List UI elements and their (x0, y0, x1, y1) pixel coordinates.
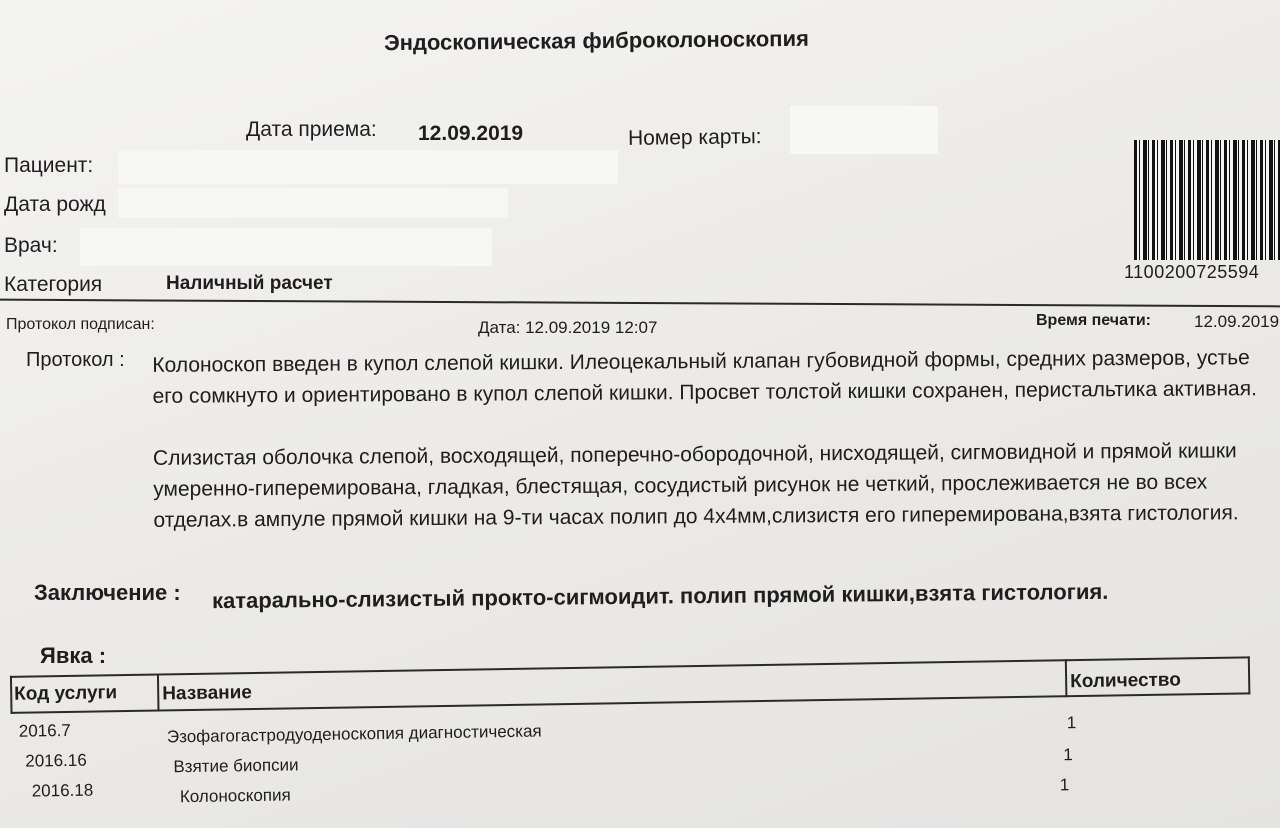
conclusion-label: Заключение : (34, 580, 181, 605)
birthdate-label: Дата рожд (4, 193, 106, 216)
table-border-col1 (157, 674, 160, 712)
document-title: Эндоскопическая фиброколоноскопия (383, 25, 809, 56)
protocol-signed-label: Протокол подписан: (6, 316, 155, 333)
row-code: 2016.18 (31, 780, 94, 801)
row-name: Взятие биопсии (173, 755, 299, 777)
protocol-paragraph-1: Колоноскоп введен в купол слепой кишки. Илеоцекальный клапан губовидной формы, средних размеров, устье его сомкнуто и ориентировано в купол слепой кишки. Просвет толстой кишки сохранен, перистальтика активная. (152, 346, 1257, 408)
row-code: 2016.7 (18, 720, 71, 741)
table-header-quantity: Количество (1069, 669, 1182, 693)
category-value: Наличный расчет (166, 273, 333, 294)
card-number-label: Номер карты: (627, 125, 762, 150)
row-code: 2016.16 (25, 750, 87, 771)
protocol-paragraph-2: Слизистая оболочка слепой, восходящей, поперечно-обородочной, нисходящей, сигмовидной и прямой кишки умеренно-гиперемирована, гладкая, блестящая, сосудистый рисунок не четкий, прослеживается не во всех отделах.в ампуле прямой кишки на 9-ти часах полип до 4х4мм,слизистя его гиперемирована,взята гистология. (152, 439, 1239, 532)
protocol-date: Дата: 12.09.2019 12:07 (478, 318, 658, 337)
table-border-left (10, 676, 13, 714)
visit-date-label: Дата приема: (246, 118, 377, 141)
row-quantity: 1 (1063, 745, 1073, 765)
row-quantity: 1 (1066, 713, 1077, 733)
category-label: Категория (4, 273, 103, 296)
patient-label: Пациент: (4, 154, 94, 177)
row-quantity: 1 (1059, 775, 1070, 795)
print-time-value: 12.09.2019 (1194, 312, 1280, 331)
doctor-label: Врач: (4, 234, 58, 257)
table-border-right (1248, 656, 1251, 694)
row-name: Эзофагогастродуоденоскопия диагностическая (166, 721, 542, 747)
print-time-label: Время печати: (1036, 312, 1151, 329)
conclusion-text: катарально-слизистый прокто-сигмоидит. полип прямой кишки,взята гистология. (211, 578, 1109, 614)
visit-date-value: 12.09.2019 (418, 122, 524, 145)
barcode-number: 1100200725594 (1124, 262, 1260, 282)
protocol-label: Протокол : (26, 349, 125, 371)
row-name: Колоноскопия (179, 785, 291, 807)
table-header-name: Название (162, 682, 253, 705)
table-border-col2 (1065, 659, 1068, 697)
table-header-code: Код услуги (14, 682, 118, 705)
yavka-label: Явка : (40, 643, 107, 668)
